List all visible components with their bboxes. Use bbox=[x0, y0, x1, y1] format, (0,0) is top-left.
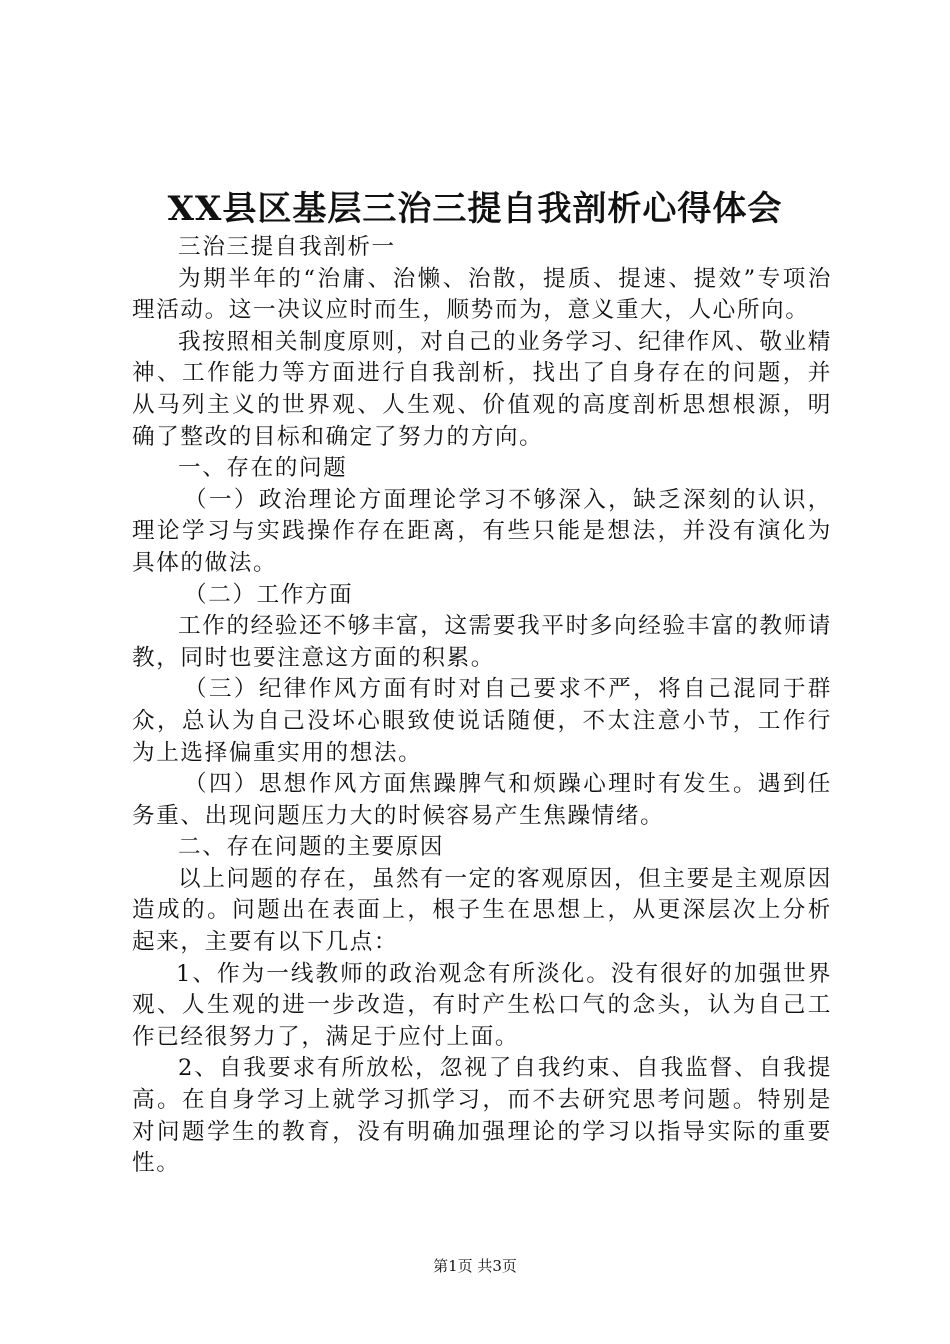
document-title: XX县区基层三治三提自我剖析心得体会 bbox=[167, 189, 783, 229]
paragraph: 为期半年的“治庸、治懒、治散，提质、提速、提效”专项治理活动。这一决议应时而生，顺势而为，意义重大，人心所向。 bbox=[132, 265, 832, 324]
subsection-heading: （二）工作方面 bbox=[184, 581, 354, 608]
paragraph: 工作的经验还不够丰富，这需要我平时多向经验丰富的教师请教，同时也要注意这方面的积累。 bbox=[132, 613, 832, 671]
document-body bbox=[132, 232, 832, 1180]
paragraph: （三）纪律作风方面有时对自己要求不严，将自己混同于群众，总认为自己没坏心眼致使说话随便，不太注意小节，工作行为上选择偏重实用的想法。 bbox=[132, 676, 832, 766]
page-footer: 第1页 共3页 bbox=[433, 1257, 517, 1275]
section-heading: 二、存在问题的主要原因 bbox=[178, 834, 445, 861]
section-heading: 一、存在的问题 bbox=[178, 455, 348, 482]
paragraph: 2、自我要求有所放松，忽视了自我约束、自我监督、自我提高。在自身学习上就学习抓学习，而不去研究思考问题。特别是对问题学生的教育，没有明确加强理论的学习以指导实际的重要性。 bbox=[132, 1055, 832, 1177]
paragraph: 1、作为一线教师的政治观念有所淡化。没有很好的加强世界观、人生观的进一步改造，有时产生松口气的念头，认为自己工作已经很努力了，满足于应付上面。 bbox=[132, 960, 832, 1050]
paragraph: 以上问题的存在，虽然有一定的客观原因，但主要是主观原因造成的。问题出在表面上，根子生在思想上，从更深层次上分析起来，主要有以下几点： bbox=[132, 865, 832, 956]
paragraph: （一）政治理论方面理论学习不够深入，缺乏深刻的认识，理论学习与实践操作存在距离，有些只能是想法，并没有演化为具体的做法。 bbox=[132, 486, 832, 576]
section-subtitle: 三治三提自我剖析一 bbox=[178, 234, 396, 260]
paragraph: 我按照相关制度原则，对自己的业务学习、纪律作风、敬业精神、工作能力等方面进行自我剖析，找出了自身存在的问题，并从马列主义的世界观、人生观、价值观的高度剖析思想根源，明确了整改的目标和确定了努力的方向。 bbox=[132, 328, 832, 450]
paragraph: （四）思想作风方面焦躁脾气和烦躁心理时有发生。遇到任务重、出现问题压力大的时候容易产生焦躁情绪。 bbox=[132, 771, 832, 829]
